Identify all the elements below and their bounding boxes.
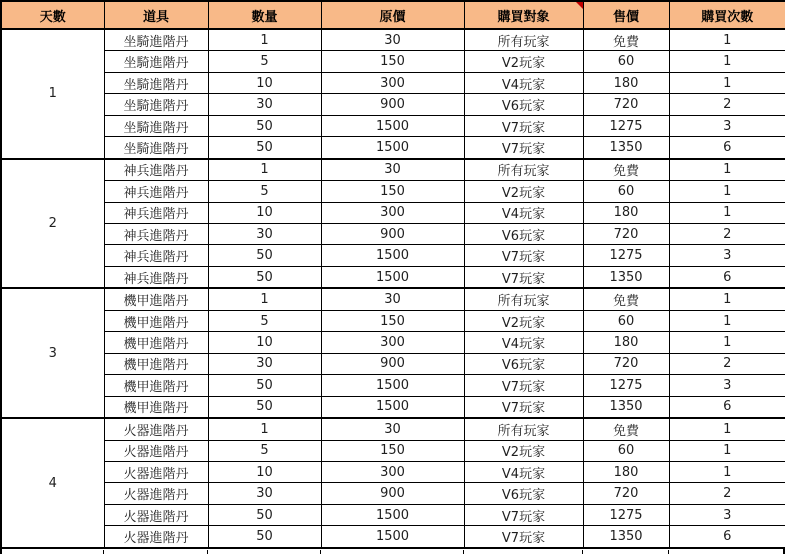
cell-original-price: 1500	[321, 375, 464, 396]
col-header-label: 原價	[379, 9, 406, 25]
cell-quantity: 5	[208, 181, 321, 202]
cell-buyer: 所有玩家	[464, 418, 583, 440]
cell-quantity: 50	[208, 396, 321, 418]
cell-quantity: 10	[208, 461, 321, 482]
cell-sale-price: 720	[583, 353, 669, 374]
cell-item: 神兵進階丹	[104, 181, 208, 202]
next-row-gridline-stubs	[0, 549, 785, 554]
cell-original-price: 1500	[321, 526, 464, 548]
cell-purchase-count: 6	[669, 266, 785, 288]
cell-purchase-count: 1	[669, 310, 785, 331]
cell-quantity: 5	[208, 51, 321, 72]
cell-quantity: 10	[208, 202, 321, 223]
cell-purchase-count: 1	[669, 181, 785, 202]
table-body	[1, 29, 785, 548]
cell-purchase-count: 1	[669, 461, 785, 482]
cell-purchase-count: 6	[669, 137, 785, 159]
table-row	[1, 504, 785, 525]
col-header-item	[104, 1, 208, 29]
cell-original-price: 300	[321, 332, 464, 353]
gridline-stub	[320, 550, 321, 554]
cell-buyer: V7玩家	[464, 504, 583, 525]
table-row	[1, 94, 785, 115]
table-row	[1, 159, 785, 181]
cell-sale-price: 180	[583, 461, 669, 482]
cell-quantity: 30	[208, 224, 321, 245]
cell-purchase-count: 3	[669, 375, 785, 396]
cell-sale-price: 60	[583, 181, 669, 202]
cell-quantity: 50	[208, 266, 321, 288]
cell-buyer: V2玩家	[464, 440, 583, 461]
cell-item: 機甲進階丹	[104, 375, 208, 396]
col-header-label: 道具	[142, 9, 169, 25]
cell-sale-price: 免費	[583, 288, 669, 310]
cell-quantity: 30	[208, 94, 321, 115]
cell-original-price: 1500	[321, 115, 464, 136]
cell-quantity: 50	[208, 245, 321, 266]
table-row	[1, 181, 785, 202]
cell-purchase-count: 3	[669, 245, 785, 266]
cell-quantity: 1	[208, 288, 321, 310]
day-cell: 1	[1, 29, 104, 159]
cell-original-price: 1500	[321, 266, 464, 288]
cell-original-price: 150	[321, 181, 464, 202]
cell-original-price: 900	[321, 224, 464, 245]
day-cell: 3	[1, 288, 104, 418]
cell-quantity: 30	[208, 483, 321, 504]
cell-buyer: V7玩家	[464, 266, 583, 288]
cell-purchase-count: 1	[669, 332, 785, 353]
cell-item: 神兵進階丹	[104, 266, 208, 288]
cell-sale-price: 180	[583, 72, 669, 93]
cell-original-price: 900	[321, 353, 464, 374]
cell-original-price: 30	[321, 29, 464, 51]
cell-original-price: 300	[321, 72, 464, 93]
cell-buyer: V2玩家	[464, 310, 583, 331]
gridline-stub	[582, 550, 583, 554]
cell-buyer: V7玩家	[464, 245, 583, 266]
cell-original-price: 1500	[321, 504, 464, 525]
cell-buyer: V7玩家	[464, 396, 583, 418]
cell-buyer: V6玩家	[464, 353, 583, 374]
cell-sale-price: 1350	[583, 526, 669, 548]
cell-item: 火器進階丹	[104, 483, 208, 504]
cell-buyer: V7玩家	[464, 526, 583, 548]
cell-item: 神兵進階丹	[104, 224, 208, 245]
cell-sale-price: 免費	[583, 418, 669, 440]
cell-original-price: 30	[321, 288, 464, 310]
cell-buyer: 所有玩家	[464, 159, 583, 181]
cell-quantity: 1	[208, 29, 321, 51]
cell-buyer: V4玩家	[464, 332, 583, 353]
cell-buyer: V4玩家	[464, 202, 583, 223]
cell-sale-price: 180	[583, 202, 669, 223]
cell-quantity: 50	[208, 137, 321, 159]
cell-item: 機甲進階丹	[104, 310, 208, 331]
cell-buyer: 所有玩家	[464, 29, 583, 51]
cell-item: 火器進階丹	[104, 504, 208, 525]
cell-quantity: 30	[208, 353, 321, 374]
col-header-quantity	[208, 1, 321, 29]
table-row	[1, 288, 785, 310]
gridline-stub	[0, 549, 2, 554]
cell-buyer: V7玩家	[464, 375, 583, 396]
col-header-label: 購買次數	[701, 9, 754, 25]
col-header-sale-price	[583, 1, 669, 29]
cell-purchase-count: 2	[669, 224, 785, 245]
cell-item: 機甲進階丹	[104, 332, 208, 353]
cell-original-price: 900	[321, 483, 464, 504]
table-row	[1, 483, 785, 504]
cell-original-price: 150	[321, 51, 464, 72]
cell-item: 神兵進階丹	[104, 202, 208, 223]
table-row	[1, 137, 785, 159]
cell-buyer: V4玩家	[464, 72, 583, 93]
table-row	[1, 72, 785, 93]
table-row	[1, 526, 785, 548]
cell-sale-price: 60	[583, 310, 669, 331]
cell-purchase-count: 6	[669, 396, 785, 418]
cell-quantity: 50	[208, 375, 321, 396]
table-row	[1, 224, 785, 245]
cell-sale-price: 1275	[583, 504, 669, 525]
cell-quantity: 50	[208, 504, 321, 525]
cell-original-price: 30	[321, 159, 464, 181]
cell-sale-price: 1275	[583, 115, 669, 136]
cell-sale-price: 1350	[583, 137, 669, 159]
cell-item: 機甲進階丹	[104, 288, 208, 310]
cell-purchase-count: 1	[669, 72, 785, 93]
table-row	[1, 310, 785, 331]
cell-sale-price: 1275	[583, 245, 669, 266]
table-row	[1, 396, 785, 418]
col-header-days	[1, 1, 104, 29]
cell-buyer: V7玩家	[464, 115, 583, 136]
col-header-purchase-count	[669, 1, 785, 29]
cell-item: 神兵進階丹	[104, 159, 208, 181]
col-header-label: 售價	[612, 9, 639, 25]
col-header-label: 天數	[39, 9, 66, 25]
cell-buyer: V2玩家	[464, 51, 583, 72]
cell-item: 火器進階丹	[104, 526, 208, 548]
gridline-stub	[207, 550, 208, 554]
cell-sale-price: 免費	[583, 29, 669, 51]
header-row	[1, 1, 785, 29]
cell-original-price: 150	[321, 440, 464, 461]
table-row	[1, 353, 785, 374]
day-cell: 2	[1, 159, 104, 289]
cell-sale-price: 720	[583, 483, 669, 504]
cell-purchase-count: 1	[669, 440, 785, 461]
cell-purchase-count: 1	[669, 288, 785, 310]
cell-purchase-count: 1	[669, 202, 785, 223]
table-row	[1, 115, 785, 136]
cell-purchase-count: 3	[669, 115, 785, 136]
cell-original-price: 1500	[321, 396, 464, 418]
cell-buyer: 所有玩家	[464, 288, 583, 310]
cell-quantity: 5	[208, 310, 321, 331]
table-row	[1, 202, 785, 223]
cell-original-price: 300	[321, 202, 464, 223]
cell-buyer: V6玩家	[464, 94, 583, 115]
cell-buyer: V2玩家	[464, 181, 583, 202]
gridline-stub	[103, 550, 104, 554]
cell-item: 火器進階丹	[104, 418, 208, 440]
col-header-label: 購買對象	[497, 9, 550, 25]
table-row	[1, 375, 785, 396]
cell-sale-price: 1350	[583, 396, 669, 418]
cell-quantity: 5	[208, 440, 321, 461]
day-cell: 4	[1, 418, 104, 548]
cell-buyer: V7玩家	[464, 137, 583, 159]
cell-item: 坐騎進階丹	[104, 29, 208, 51]
table-row	[1, 440, 785, 461]
table-row	[1, 332, 785, 353]
col-header-buyer[interactable]	[464, 1, 583, 29]
cell-item: 坐騎進階丹	[104, 51, 208, 72]
cell-original-price: 150	[321, 310, 464, 331]
cell-item: 機甲進階丹	[104, 396, 208, 418]
cell-purchase-count: 2	[669, 483, 785, 504]
table-row	[1, 245, 785, 266]
table-row	[1, 29, 785, 51]
cell-item: 神兵進階丹	[104, 245, 208, 266]
cell-purchase-count: 3	[669, 504, 785, 525]
table-header	[1, 1, 785, 29]
cell-purchase-count: 2	[669, 94, 785, 115]
table-row	[1, 266, 785, 288]
table-row	[1, 51, 785, 72]
cell-original-price: 900	[321, 94, 464, 115]
cell-item: 火器進階丹	[104, 440, 208, 461]
cell-quantity: 50	[208, 115, 321, 136]
col-header-original-price	[321, 1, 464, 29]
cell-sale-price: 60	[583, 51, 669, 72]
cell-quantity: 1	[208, 418, 321, 440]
cell-purchase-count: 6	[669, 526, 785, 548]
cell-sale-price: 60	[583, 440, 669, 461]
cell-buyer: V6玩家	[464, 224, 583, 245]
cell-sale-price: 720	[583, 94, 669, 115]
cell-purchase-count: 1	[669, 159, 785, 181]
cell-buyer: V4玩家	[464, 461, 583, 482]
cell-item: 坐騎進階丹	[104, 94, 208, 115]
cell-quantity: 1	[208, 159, 321, 181]
cell-original-price: 300	[321, 461, 464, 482]
cell-sale-price: 1275	[583, 375, 669, 396]
cell-item: 坐騎進階丹	[104, 72, 208, 93]
cell-original-price: 1500	[321, 245, 464, 266]
cell-buyer: V6玩家	[464, 483, 583, 504]
cell-sale-price: 720	[583, 224, 669, 245]
cell-original-price: 30	[321, 418, 464, 440]
cell-quantity: 10	[208, 72, 321, 93]
cell-purchase-count: 1	[669, 418, 785, 440]
cell-item: 火器進階丹	[104, 461, 208, 482]
table-row	[1, 461, 785, 482]
cell-sale-price: 免費	[583, 159, 669, 181]
cell-purchase-count: 1	[669, 29, 785, 51]
table-row	[1, 418, 785, 440]
gridline-stub	[668, 550, 669, 554]
cell-item: 坐騎進階丹	[104, 137, 208, 159]
col-header-label: 數量	[251, 9, 278, 25]
comment-indicator-icon	[576, 2, 583, 9]
cell-quantity: 10	[208, 332, 321, 353]
cell-item: 坐騎進階丹	[104, 115, 208, 136]
cell-sale-price: 180	[583, 332, 669, 353]
cell-purchase-count: 1	[669, 51, 785, 72]
cell-item: 機甲進階丹	[104, 353, 208, 374]
cell-sale-price: 1350	[583, 266, 669, 288]
cell-quantity: 50	[208, 526, 321, 548]
gridline-stub	[463, 550, 464, 554]
cell-original-price: 1500	[321, 137, 464, 159]
cell-purchase-count: 2	[669, 353, 785, 374]
